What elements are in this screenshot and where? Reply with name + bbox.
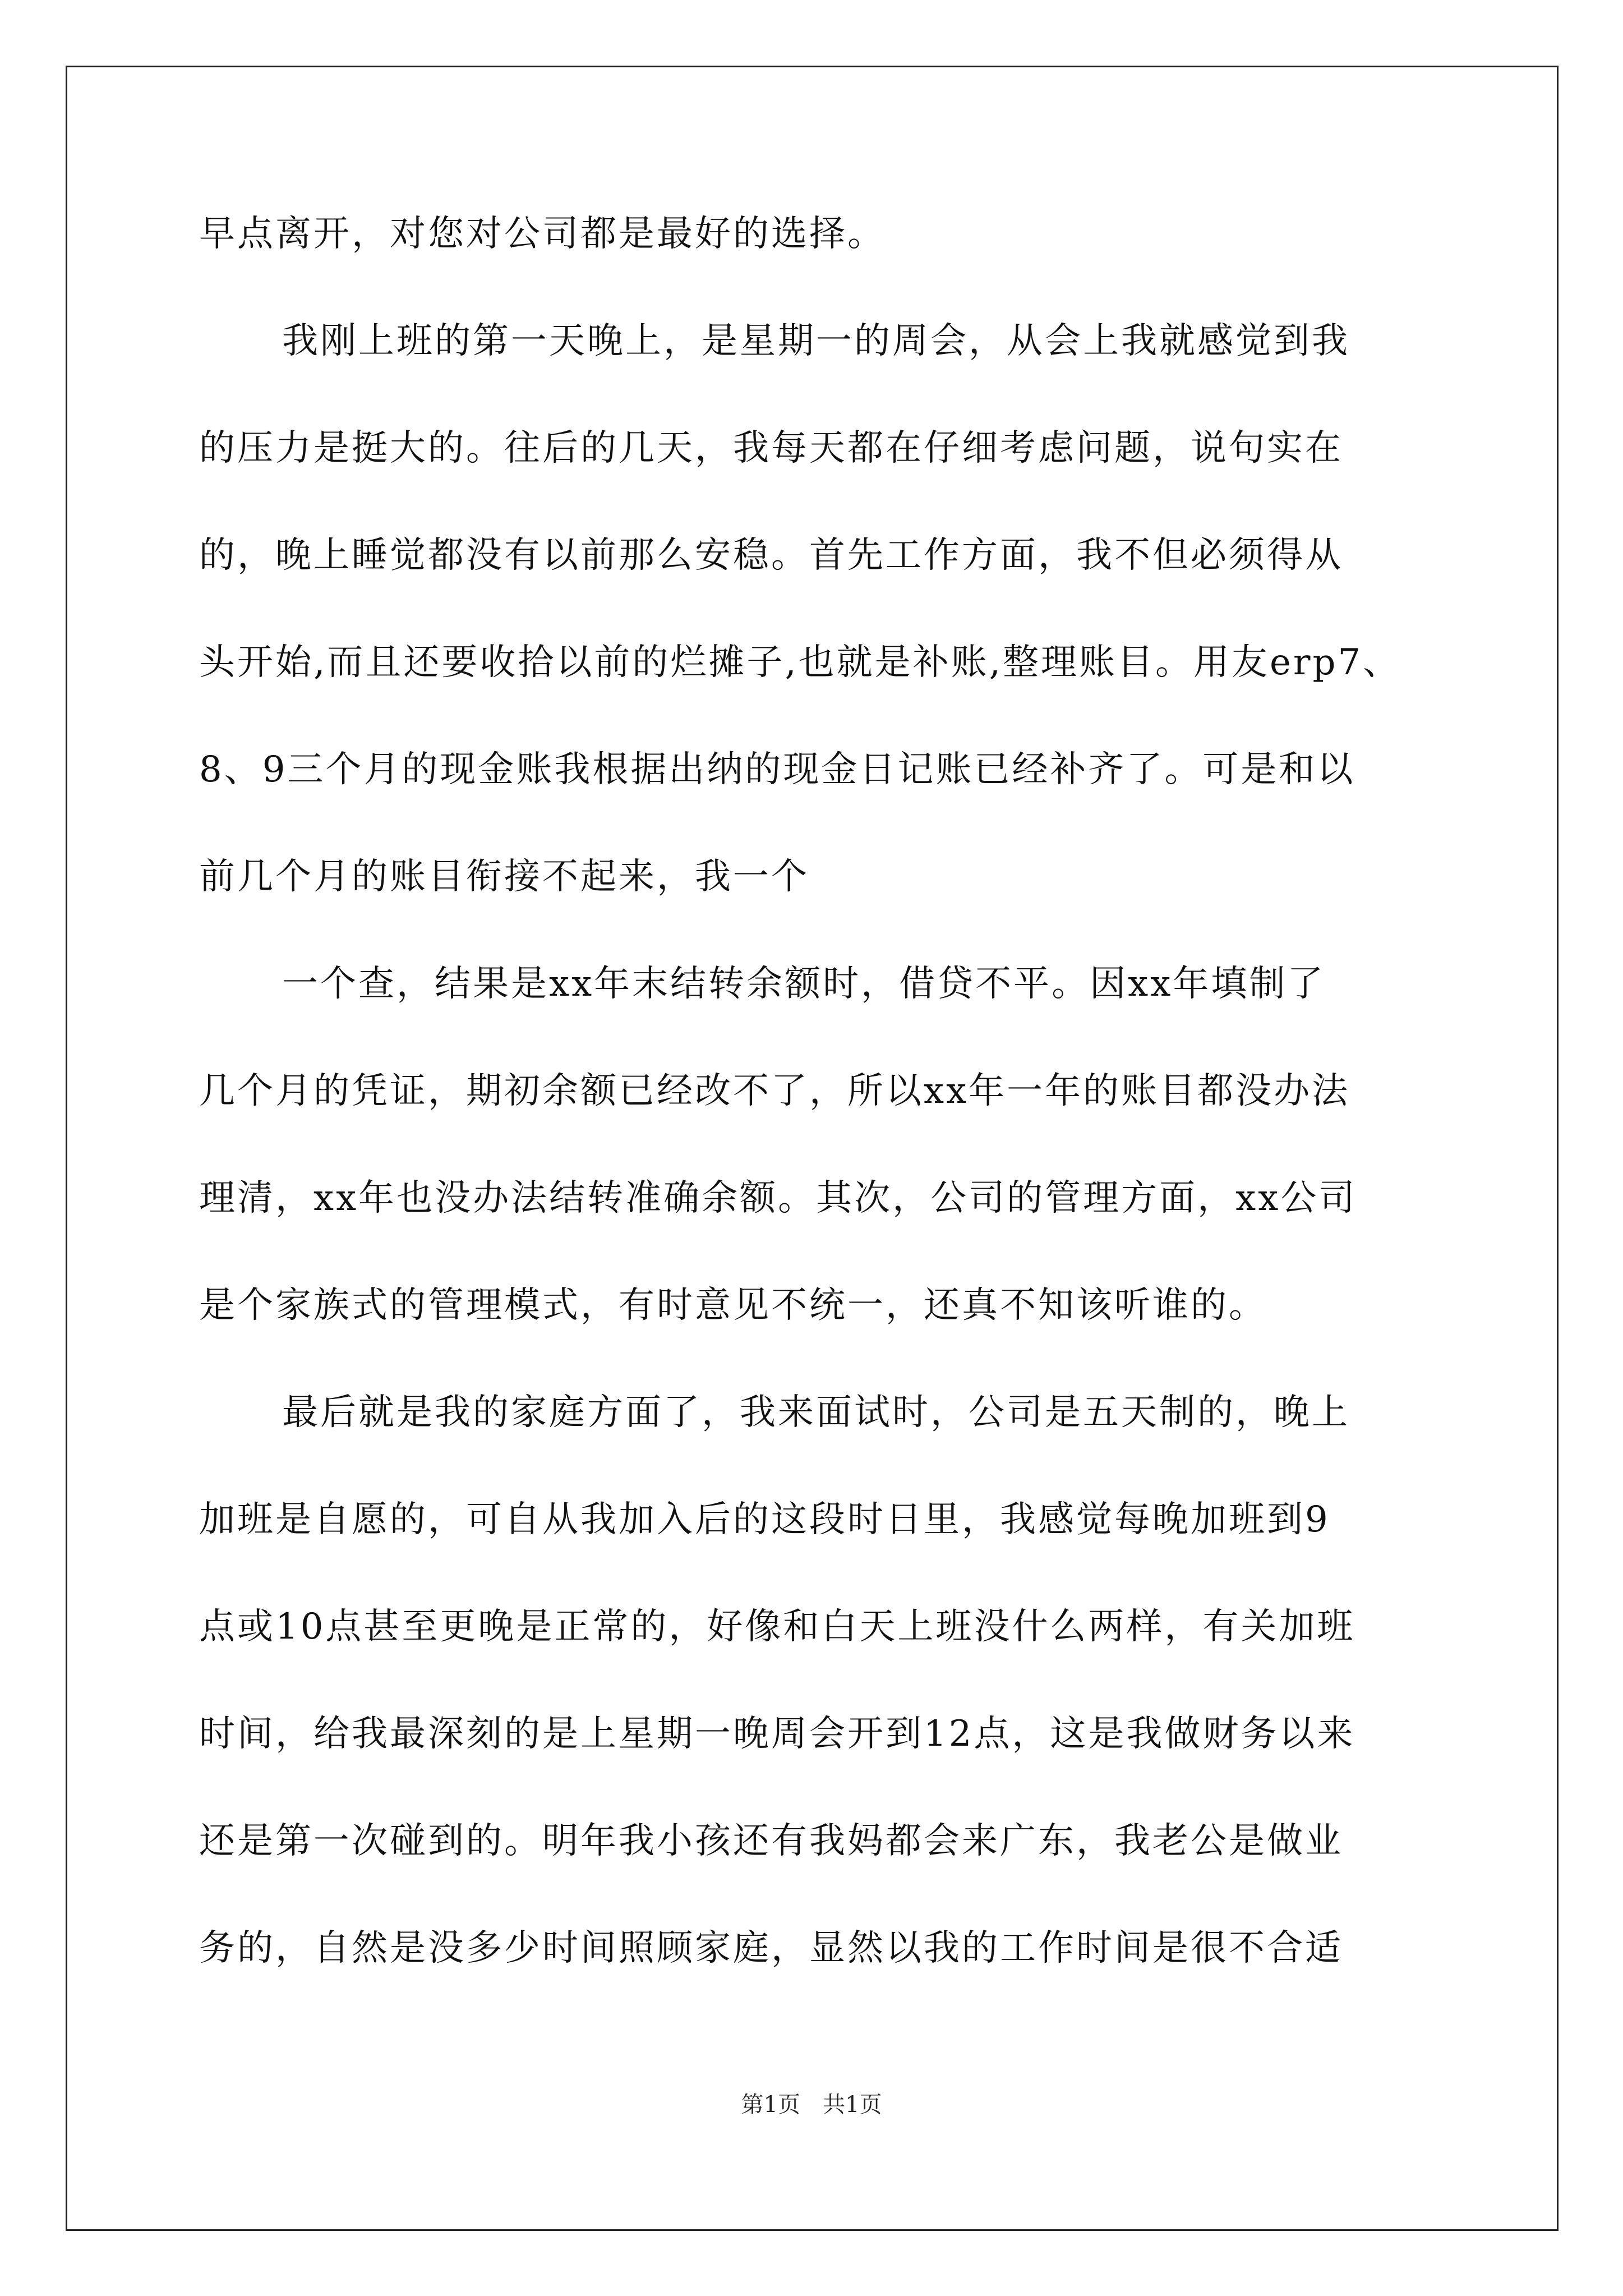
document-body [199, 214, 1430, 2036]
page-number: 第1页 共1页 [741, 2092, 882, 2118]
text-line: 还是第一次碰到的。明年我小孩还有我妈都会来广东，我老公是做业 [199, 1820, 1343, 1862]
text-line: 一个查，结果是xx年末结转余额时，借贷不平。因xx年填制了 [282, 963, 1326, 1005]
text-line: 点或10点甚至更晚是正常的，好像和白天上班没什么两样，有关加班 [199, 1606, 1355, 1648]
text-line: 早点离开，对您对公司都是最好的选择。 [199, 213, 886, 255]
text-line: 最后就是我的家庭方面了，我来面试时，公司是五天制的，晚上 [282, 1392, 1350, 1433]
text-line: 加班是自愿的，可自从我加入后的这段时日里，我感觉每晚加班到9 [199, 1499, 1330, 1540]
text-line: 的，晚上睡觉都没有以前那么安稳。首先工作方面，我不但必须得从 [199, 535, 1343, 576]
text-line: 几个月的凭证，期初余额已经改不了，所以xx年一年的账目都没办法 [199, 1070, 1350, 1112]
text-line: 理清，xx年也没办法结转准确余额。其次，公司的管理方面，xx公司 [199, 1177, 1357, 1219]
text-line: 务的，自然是没多少时间照顾家庭，显然以我的工作时间是很不合适 [199, 1927, 1343, 1969]
text-line: 我刚上班的第一天晚上，是星期一的周会，从会上我就感觉到我 [282, 320, 1350, 362]
text-line: 时间，给我最深刻的是上星期一晚周会开到12点，这是我做财务以来 [199, 1713, 1355, 1755]
text-line: 前几个月的账目衔接不起来，我一个 [199, 856, 809, 898]
text-line: 8、9三个月的现金账我根据出纳的现金日记账已经补齐了。可是和以 [199, 749, 1355, 790]
text-line: 的压力是挺大的。往后的几天，我每天都在仔细考虑问题，说句实在 [199, 427, 1343, 469]
text-line: 头开始,而且还要收拾以前的烂摊子,也就是补账,整理账目。用友erp7、 [199, 642, 1401, 683]
text-line: 是个家族式的管理模式，有时意见不统一，还真不知该听谁的。 [199, 1285, 1267, 1326]
